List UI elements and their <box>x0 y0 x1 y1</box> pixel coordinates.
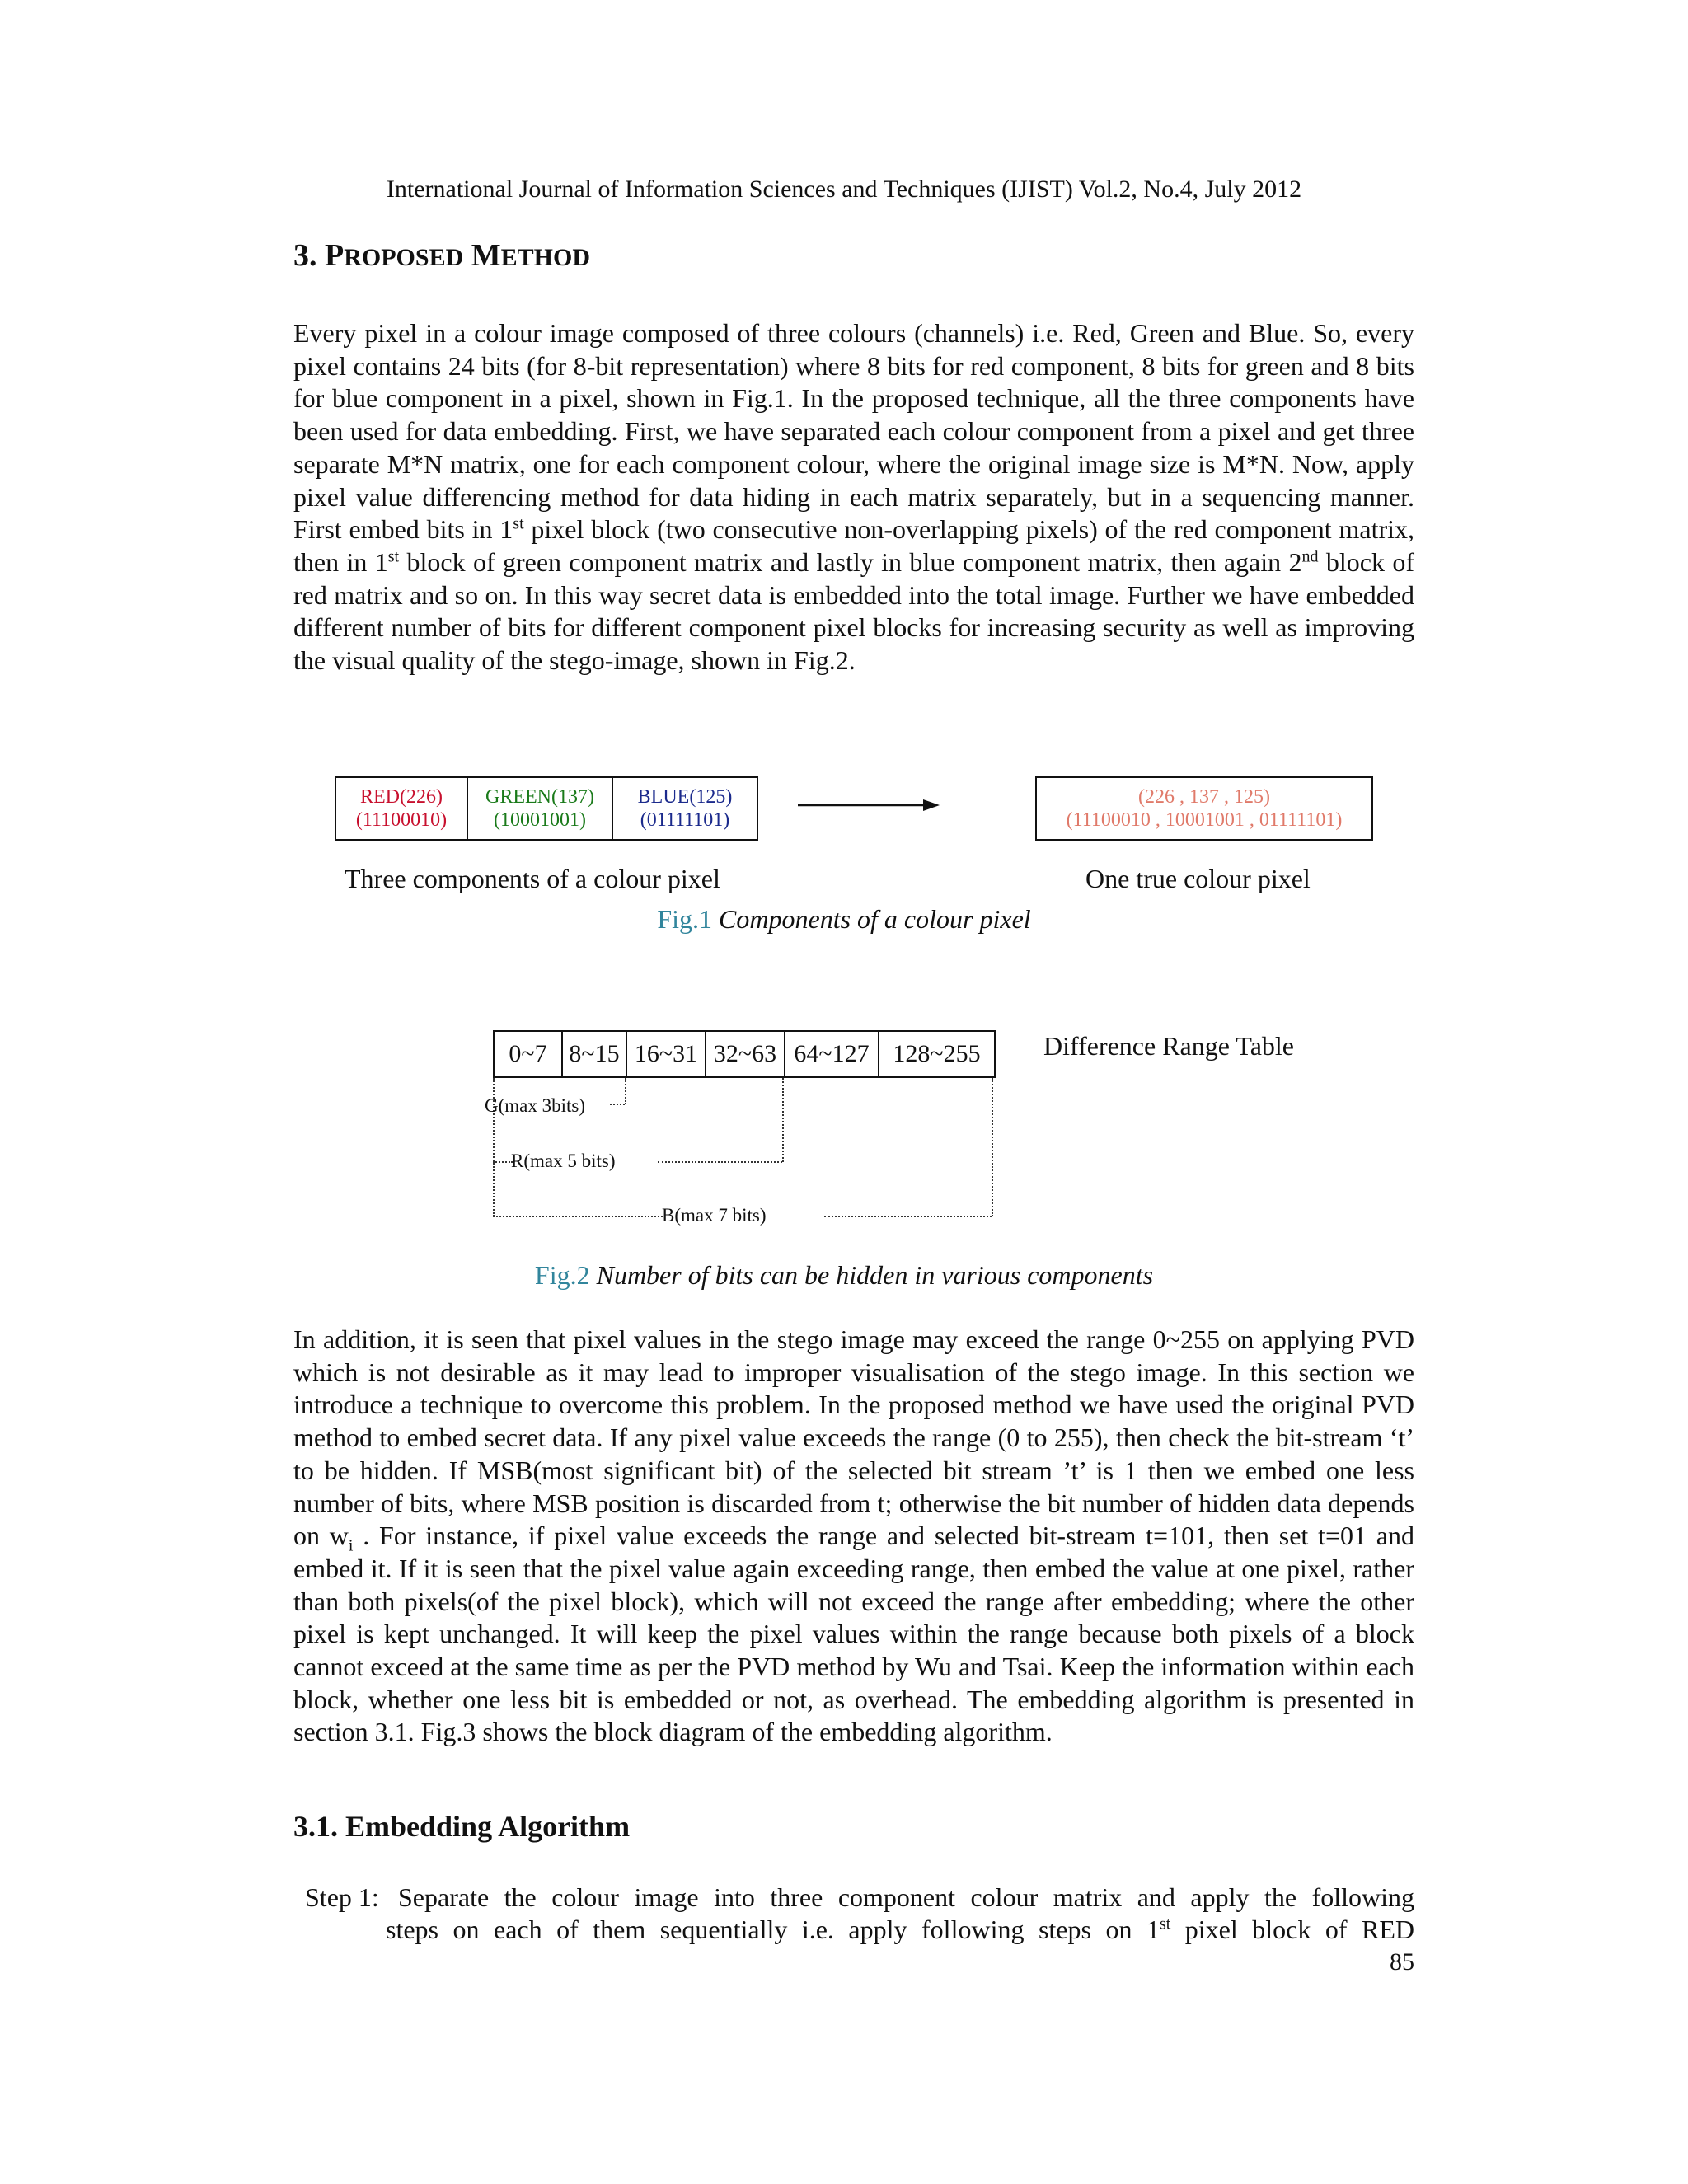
red-component-cell: RED(226) (11100010) <box>355 786 448 831</box>
r-bracket-right-line <box>782 1078 784 1162</box>
green-component-cell: GREEN(137) (10001001) <box>467 778 612 839</box>
b-bracket-bottom-left-line <box>493 1216 663 1217</box>
blue-component-cell: BLUE(125) (01111101) <box>612 778 757 839</box>
true-colour-caption: One true colour pixel <box>1085 864 1311 893</box>
figure-1-caption: Fig.1 Components of a colour pixel <box>657 904 1031 934</box>
journal-header: International Journal of Information Sciences and Techniques (IJIST) Vol.2, No.4, July 2012 <box>386 176 1302 203</box>
section-title <box>293 235 590 279</box>
range-cell: 8~15 <box>561 1032 626 1076</box>
section-number: 3. <box>293 238 317 273</box>
right-arrow-icon <box>795 793 943 818</box>
figure-2-caption: Fig.2 Number of bits can be hidden in various components <box>534 1260 1154 1290</box>
three-components-caption: Three components of a colour pixel <box>345 864 720 893</box>
true-colour-pixel-box: (226 , 137 , 125) (11100010 , 10001001 , 01111101) <box>1035 776 1373 841</box>
range-cell: 16~31 <box>626 1032 705 1076</box>
difference-range-table <box>493 1030 996 1078</box>
section-title-word2: METHOD <box>471 238 590 273</box>
subsection-title: 3.1. Embedding Algorithm <box>293 1810 631 1843</box>
range-cell: 32~63 <box>705 1032 784 1076</box>
paragraph-range-handling: In addition, it is seen that pixel values in the stego image may exceed the range 0~255 on applying PVD which is not desirable as it may lead to improper visualisation of the stego image. In this section we introduce a technique to overcome this problem. In the proposed method we have used the original PVD method to embed secret data. If any pixel value exceeds the range (0 to 255), then check the bit-stream ‘t’ to be hidden. If MSB(most significant bit) of the selected bit stream ’t’ is 1 then we embed one less number of bits, where MSB position is discarded from t; otherwise the bit number of hidden data depends on $w_i$ . For instance, if pixel value exceeds the range and selected bit-stream t=101, then set t=01 and embed it. If it is seen that the pixel value again exceeding range, then embed the value at one pixel, rather than both pixels(of the pixel block), which will not exceed the range after embedding; where the other pixel is kept unchanged. It will keep the pixel values within the range because both pixels of a block cannot exceed at the same time as per the PVD method by Wu and Tsai. Keep the information within each block, whether one less bit is embedded or not, as overhead. The embedding algorithm is presented in section 3.1. Fig.3 shows the block diagram of the embedding algorithm. <box>293 1324 1415 1747</box>
b-bracket-bottom-right-line <box>824 1216 992 1217</box>
g-max-bits-label: G(max 3bits) <box>485 1095 586 1116</box>
section-title-word1: PROPOSED <box>325 238 464 273</box>
step-1-line-1: Separate the colour image into three component colour matrix and apply the following <box>398 1882 1414 1912</box>
rgb-components-box <box>335 776 758 841</box>
range-cell: 0~7 <box>509 1040 547 1067</box>
step-1-label: Step 1: <box>305 1882 379 1912</box>
range-cell: 128~255 <box>878 1032 994 1076</box>
paragraph-intro: Every pixel in a colour image composed of three colours (channels) i.e. Red, Green and Blue. So, every pixel contains 24 bits (for 8-bit representation) where 8 bits for red component, 8 bits for green and 8 bits for blue component in a pixel, shown in Fig.1. In the proposed technique, all the three components have been used for data embedding. First, we have separated each colour component from a pixel and get three separate M*N matrix, one for each component colour, where the original image size is M*N. Now, apply pixel value differencing method for data hiding in each matrix separately, but in a sequencing manner. First embed bits in 1st pixel block (two consecutive non-overlapping pixels) of the red component matrix, then in 1st block of green component matrix and lastly in blue component matrix, then again 2nd block of red matrix and so on. In this way secret data is embedded into the total image. Further we have embedded different number of bits for different component pixel blocks for increasing security as well as improving the visual quality of the stego-image, shown in Fig.2. <box>293 318 1415 676</box>
step-1-line-2: steps on each of them sequentially i.e. apply following steps on 1st pixel block of RED <box>386 1915 1415 1944</box>
range-cell: 64~127 <box>784 1032 878 1076</box>
r-max-bits-label: R(max 5 bits) <box>511 1151 616 1171</box>
r-bracket-left-line <box>493 1161 513 1163</box>
g-bracket-right-line <box>625 1078 626 1104</box>
r-bracket-bottom-line <box>658 1161 782 1163</box>
range-table-title: Difference Range Table <box>1043 1031 1294 1061</box>
b-max-bits-label: B(max 7 bits) <box>662 1205 767 1226</box>
page-number: 85 <box>1390 1948 1414 1975</box>
b-bracket-right-line <box>992 1078 993 1216</box>
g-bracket-bottom-line <box>610 1104 625 1105</box>
